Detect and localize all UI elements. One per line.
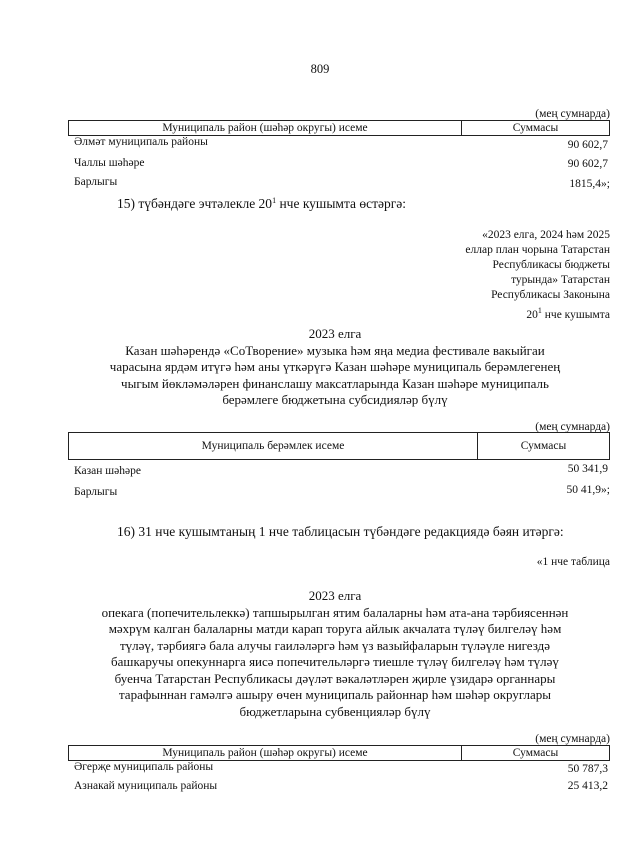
appendix-ref-suffix: нче кушымта — [541, 309, 610, 321]
section2-title-line: буенча Татарстан Республикасы дәүләт вәкаләтләрен җирле үзидарә органнары — [114, 670, 556, 686]
table3-row-1-name: Әгерҗе муниципаль районы — [74, 761, 214, 773]
item-15-text-end: нче кушымта өстәргә: — [276, 196, 407, 211]
section2-title-line: түләү, тәрбиягә бала алучы гаиләләргә һәм үз вазыйфаларын түләүле нигездә — [119, 637, 551, 653]
item-15 — [117, 196, 406, 212]
table1-row-3-name: Барлыгы — [74, 176, 118, 188]
table3-col-sum: Суммасы — [512, 747, 559, 759]
section1-title — [60, 326, 610, 409]
table3-row-1-value: 50 787,3 — [567, 763, 608, 775]
table2-col-sum: Суммасы — [520, 440, 567, 452]
table2-row-2-value: 50 41,9»; — [566, 484, 610, 496]
appendix-ref-line: «2023 елга, 2024 һәм 2025 — [482, 229, 610, 241]
table1-row-1-value: 90 602,7 — [567, 139, 608, 151]
section1-title-line: Казан шәһәрендә «СоТворение» музыка һәм яңа медиа фестивале вакыйгаи — [125, 342, 545, 358]
appendix-ref-sup: 1 — [537, 306, 542, 315]
item-16: 16) 31 нче кушымтаның 1 нче таблицасын түбәндәге редакциядә бәян итәргә: — [117, 524, 564, 539]
table1-row-2-value: 90 602,7 — [567, 158, 608, 170]
table1-unit: (мең сумнарда) — [535, 108, 610, 120]
appendix-ref-line: Республикасы бюджеты — [492, 259, 610, 271]
table2-header — [68, 432, 610, 460]
table1-row-1-name: Әлмәт муниципаль районы — [74, 136, 208, 148]
section2-title-line: бюджетларына субвенцияләр бүлү — [239, 703, 431, 719]
section2-year: 2023 елга — [308, 588, 362, 603]
section2-title-line: мәхрүм калган балаларны матди карап торуга айлык акчалата түләү билгеләү һәм — [108, 621, 562, 636]
appendix-reference — [465, 228, 610, 323]
section2-title — [60, 588, 610, 720]
section1-year: 2023 елга — [308, 326, 362, 341]
section1-title-line: чарасына ярдәм итүгә һәм аны үткәрүгә Казан шәһәре муниципаль берәмлегенең — [109, 359, 561, 374]
page-number: 809 — [310, 62, 330, 76]
table3-header — [68, 745, 610, 761]
table1-col-sum: Суммасы — [512, 122, 559, 134]
table2-row-1-name: Казан шәһәре — [74, 465, 141, 477]
appendix-ref-line: турында» Татарстан — [511, 274, 610, 286]
item-15-sup: 1 — [272, 196, 277, 205]
table3-row-2-value: 25 413,2 — [567, 780, 608, 792]
table2-row-1-value: 50 341,9 — [567, 463, 608, 475]
table3-col-name: Муниципаль район (шәһәр округы) исеме — [162, 747, 368, 759]
section1-title-line: чыгым йөкләмәләрен финанслашу максатларында Казан шәһәре муниципаль — [121, 375, 549, 391]
appendix-ref-last — [465, 303, 610, 323]
section2-title-line: опекага (попечительлеккә) тапшырылган ятим балаларны һәм ата-ана тәрбиясеннән — [101, 604, 569, 620]
appendix-ref-line: Республикасы Законына — [491, 289, 610, 301]
table1-row-2-name: Чаллы шәһәре — [74, 157, 145, 169]
table2-row-2-name: Барлыгы — [74, 486, 118, 498]
table1-header — [68, 120, 610, 136]
table-reference: «1 нче таблица — [536, 556, 610, 568]
table3-unit: (мең сумнарда) — [535, 733, 610, 745]
section2-title-line: башкаручы опекуннарга яисә попечительләргә тиешле түләү билгеләү һәм түләү — [111, 654, 559, 669]
section1-title-line: берәмлеге бюджетына субсидияләр бүлү — [222, 392, 448, 407]
table2-unit: (мең сумнарда) — [535, 421, 610, 433]
appendix-ref-line: еллар план чорына Татарстан — [465, 244, 610, 256]
table3-row-2-name: Азнакай муниципаль районы — [74, 780, 218, 792]
appendix-ref-num: 20 — [526, 309, 538, 321]
item-15-text: 15) түбәндәге эчтәлекле 20 — [117, 196, 273, 211]
section2-title-line: тарафыннан гамәлгә ашыру өчен муниципаль районнар һәм шәһәр округлары — [118, 687, 552, 702]
table1-row-3-value: 1815,4»; — [569, 178, 610, 190]
table1-col-name: Муниципаль район (шәһәр округы) исеме — [162, 122, 368, 134]
table2-col-name: Муниципаль берәмлек исеме — [201, 440, 345, 452]
